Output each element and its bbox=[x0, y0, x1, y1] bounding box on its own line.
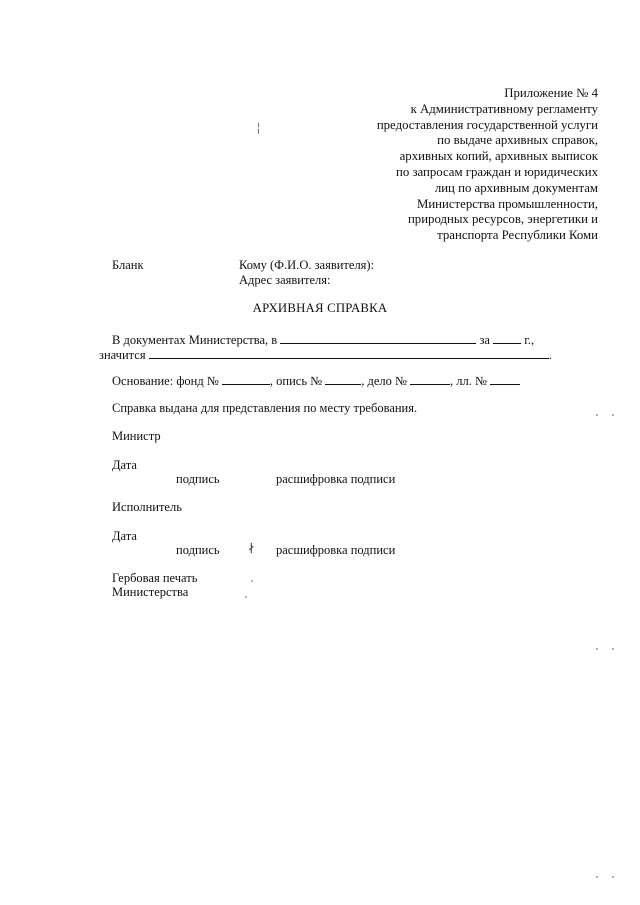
delo-label: , дело № bbox=[361, 374, 407, 388]
year-field[interactable] bbox=[493, 332, 521, 344]
opis-label: , опись № bbox=[269, 374, 323, 388]
address-label: Адрес заявителя: bbox=[239, 273, 331, 287]
department-field[interactable] bbox=[280, 332, 476, 344]
scan-mark: ∤ bbox=[248, 543, 255, 555]
scan-dot bbox=[612, 414, 614, 416]
minister-label: Министр bbox=[112, 429, 161, 443]
documents-prefix: В документах Министерства, в bbox=[112, 333, 278, 347]
scan-dot bbox=[596, 876, 598, 878]
scan-dot bbox=[251, 580, 253, 582]
date-label: Дата bbox=[112, 529, 137, 543]
header-line: Министерства промышленности, bbox=[416, 196, 598, 211]
header-line: архивных копий, архивных выписок bbox=[399, 149, 598, 164]
scan-dot bbox=[596, 648, 598, 650]
za-label: за bbox=[479, 333, 490, 347]
ll-field[interactable] bbox=[490, 373, 520, 385]
recipient-label: Кому (Ф.И.О. заявителя): bbox=[239, 258, 375, 272]
header-line: к Административному регламенту bbox=[410, 101, 598, 116]
fond-label: Основание: фонд № bbox=[112, 374, 219, 388]
blank-label: Бланк bbox=[112, 258, 144, 272]
signature-caption: подпись bbox=[176, 543, 220, 557]
signature-decode-caption: расшифровка подписи bbox=[276, 472, 396, 486]
document-title: АРХИВНАЯ СПРАВКА bbox=[252, 301, 388, 315]
header-line: природных ресурсов, энергетики и bbox=[407, 212, 598, 227]
scan-dot bbox=[612, 876, 614, 878]
header-line: предоставления государственной услуги bbox=[376, 117, 598, 132]
listed-label: значится bbox=[99, 348, 146, 362]
listed-end: . bbox=[548, 348, 552, 362]
year-suffix: г., bbox=[524, 333, 535, 347]
signature-decode-caption: расшифровка подписи bbox=[276, 543, 396, 557]
listed-line bbox=[99, 347, 552, 363]
appendix-header bbox=[377, 86, 598, 244]
executor-label: Исполнитель bbox=[112, 500, 182, 514]
opis-field[interactable] bbox=[325, 373, 361, 385]
seal-label: Министерства bbox=[112, 585, 189, 599]
scan-dot bbox=[612, 648, 614, 650]
date-label: Дата bbox=[112, 458, 137, 472]
delo-field[interactable] bbox=[410, 373, 450, 385]
documents-line bbox=[112, 332, 534, 348]
header-line: по запросам граждан и юридических bbox=[396, 164, 598, 179]
basis-line bbox=[112, 373, 520, 389]
header-line: лиц по архивным документам bbox=[434, 180, 598, 195]
scan-mark: ╎ bbox=[255, 123, 262, 135]
header-line: по выдаче архивных справок, bbox=[437, 133, 598, 148]
header-line: транспорта Республики Коми bbox=[437, 228, 598, 243]
scan-dot bbox=[245, 596, 247, 598]
fond-field[interactable] bbox=[222, 373, 270, 385]
header-line: Приложение № 4 bbox=[504, 86, 598, 100]
scan-dot bbox=[596, 414, 598, 416]
listed-field[interactable] bbox=[149, 347, 549, 359]
ll-label: , лл. № bbox=[450, 374, 487, 388]
issued-text: Справка выдана для представления по месту требования. bbox=[112, 401, 418, 415]
signature-caption: подпись bbox=[176, 472, 220, 486]
seal-label: Гербовая печать bbox=[112, 571, 198, 585]
